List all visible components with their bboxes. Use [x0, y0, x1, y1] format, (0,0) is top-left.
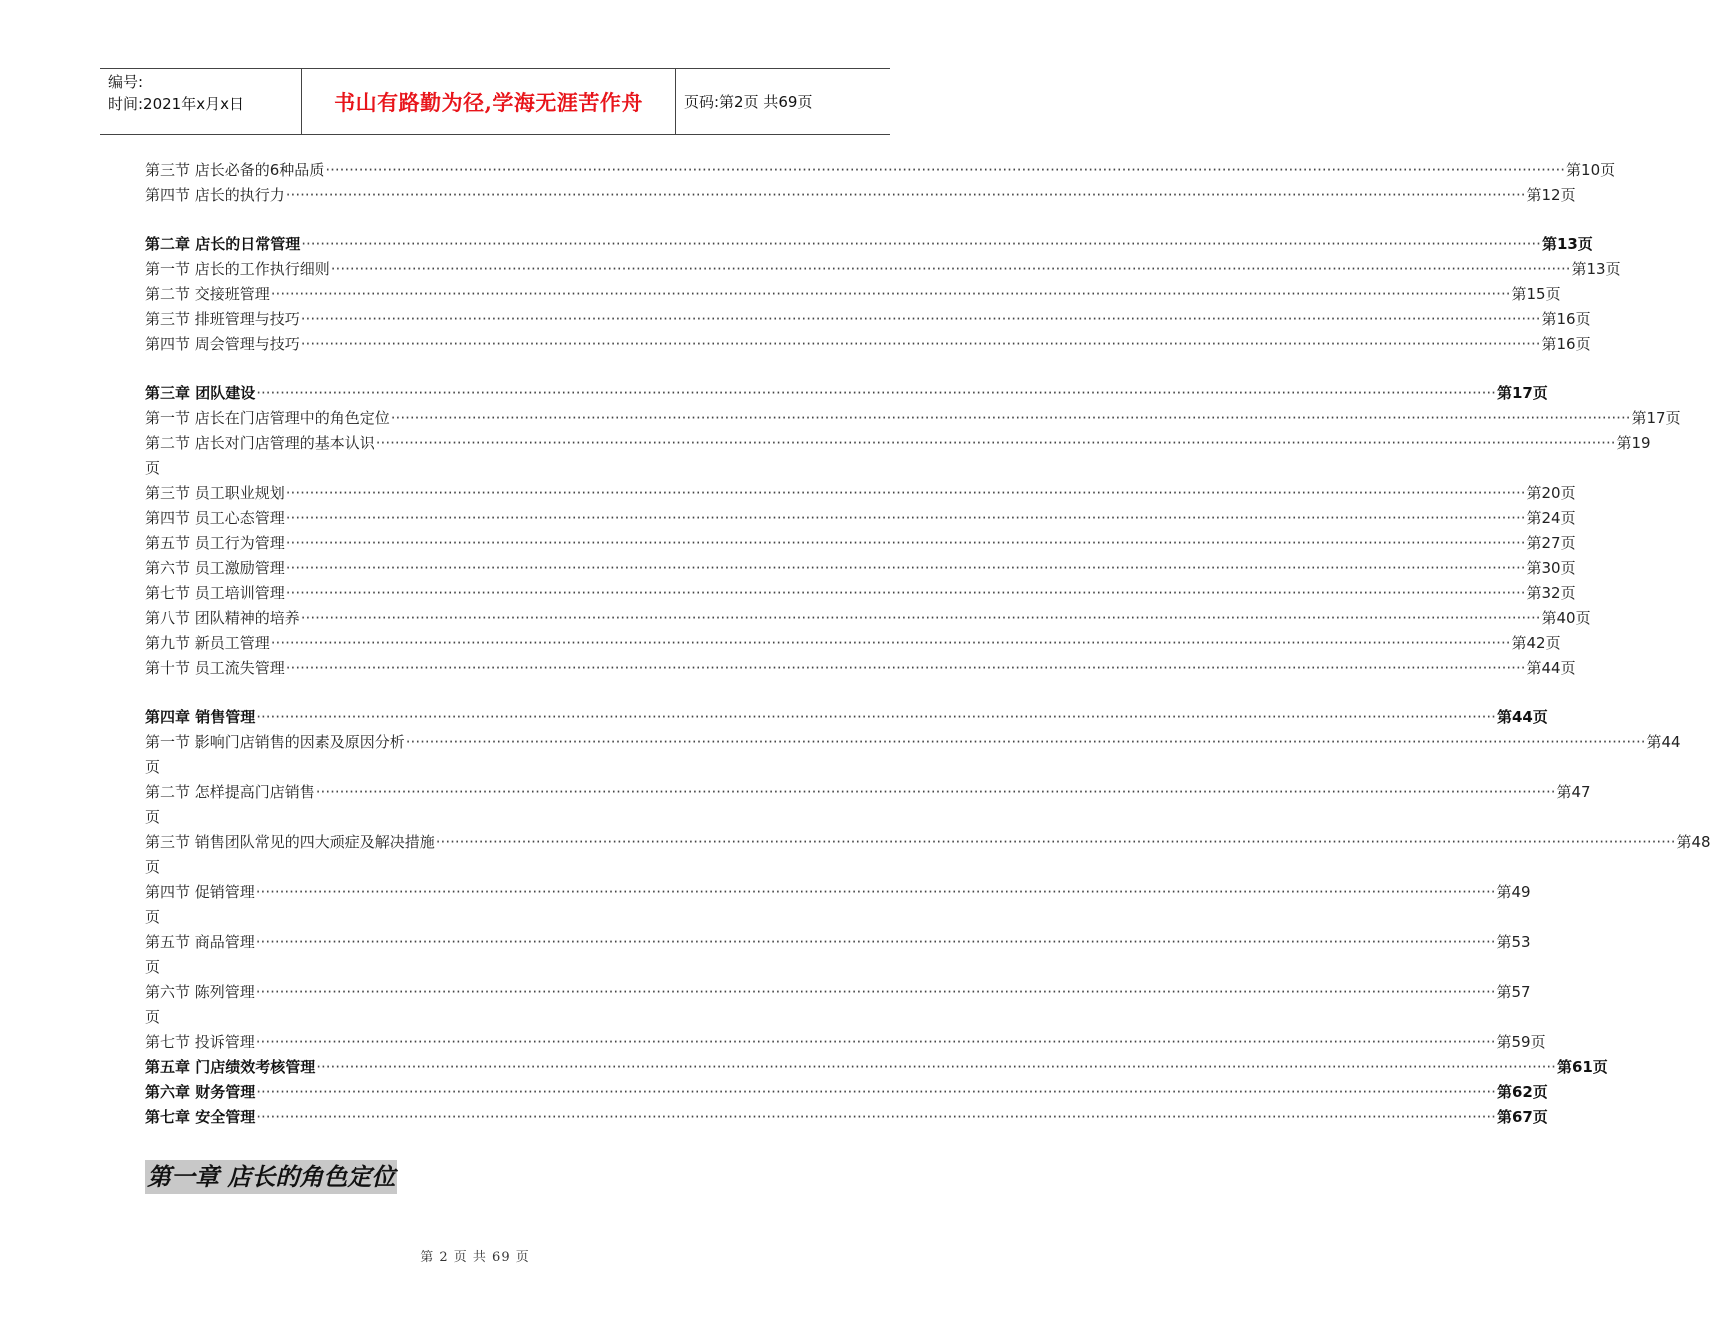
- toc-entry-page: 第20页: [1526, 484, 1576, 502]
- toc-entry-title: 第四节 店长的执行力: [145, 186, 285, 204]
- toc-entry-row: [145, 431, 1651, 456]
- toc-dot-leader: ····································································································································································································································································: [270, 634, 1511, 652]
- toc-entry[interactable]: [145, 980, 1531, 1030]
- toc-entry[interactable]: [145, 556, 1576, 581]
- toc-entry-page: 第49: [1496, 883, 1531, 901]
- toc-entry-page: 第40页: [1541, 609, 1591, 627]
- toc-dot-leader: ····································································································································································································································································: [285, 509, 1526, 527]
- toc-entry-page: 第12页: [1526, 186, 1576, 204]
- toc-entry[interactable]: [145, 581, 1576, 606]
- toc-entry-row: [145, 880, 1531, 905]
- toc-entry-page: 第59页: [1496, 1033, 1546, 1051]
- toc-entry-page: 第67页: [1496, 1108, 1548, 1126]
- toc-entry[interactable]: [145, 631, 1561, 656]
- toc-entry-page: 第47: [1556, 783, 1591, 801]
- toc-entry-page: 第57: [1496, 983, 1531, 1001]
- toc-entry-page: 第16页: [1541, 335, 1591, 353]
- toc-dot-leader: ····································································································································································································································································: [285, 484, 1526, 502]
- toc-dot-leader: ····································································································································································································································································: [256, 708, 1496, 726]
- toc-entry-row: [145, 780, 1591, 805]
- toc-entry-title: 第二章 店长的日常管理: [145, 235, 301, 253]
- toc-entry-title: 第七节 员工培训管理: [145, 584, 285, 602]
- toc-entry-page: 第16页: [1541, 310, 1591, 328]
- toc-entry-title: 第六节 陈列管理: [145, 983, 255, 1001]
- toc-dot-leader: ····································································································································································································································································: [285, 534, 1526, 552]
- toc-entry-page-tail: 页: [145, 908, 161, 926]
- toc-dot-leader: ····································································································································································································································································: [300, 310, 1541, 328]
- toc-entry-title: 第十节 员工流失管理: [145, 659, 285, 677]
- toc-entry[interactable]: [145, 232, 1593, 257]
- toc-entry[interactable]: [145, 656, 1576, 681]
- toc-entry-page: 第10页: [1566, 161, 1616, 179]
- toc-entry-row: [145, 980, 1531, 1005]
- toc-entry-page: 第53: [1496, 933, 1531, 951]
- toc-entry-page: 第30页: [1526, 559, 1576, 577]
- toc-entry[interactable]: [145, 257, 1621, 282]
- toc-dot-leader: ····································································································································································································································································: [256, 1083, 1496, 1101]
- toc-entry[interactable]: [145, 830, 1711, 880]
- toc-entry-page: 第13页: [1541, 235, 1593, 253]
- toc-entry-page: 第44页: [1526, 659, 1576, 677]
- toc-entry-title: 第三节 员工职业规划: [145, 484, 285, 502]
- chapter-heading: 第一章 店长的角色定位: [145, 1160, 397, 1194]
- page-header: [100, 68, 890, 135]
- toc-dot-leader: ····································································································································································································································································: [390, 409, 1631, 427]
- toc-dot-leader: ····································································································································································································································································: [375, 434, 1616, 452]
- toc-entry-page-tail: 页: [145, 758, 161, 776]
- toc-entry-title: 第一节 影响门店销售的因素及原因分析: [145, 733, 405, 751]
- toc-dot-leader: ····································································································································································································································································: [315, 783, 1556, 801]
- toc-entry-title: 第七章 安全管理: [145, 1108, 256, 1126]
- toc-entry-page: 第44: [1646, 733, 1681, 751]
- toc-dot-leader: ····································································································································································································································································: [300, 335, 1541, 353]
- toc-entry-row: [145, 730, 1681, 755]
- toc-entry-page-tail: 页: [145, 858, 161, 876]
- header-number: 编号:: [108, 73, 144, 91]
- toc-entry-title: 第三节 销售团队常见的四大顽症及解决措施: [145, 833, 435, 851]
- toc-entry-title: 第五节 商品管理: [145, 933, 255, 951]
- toc-entry-title: 第五章 门店绩效考核管理: [145, 1058, 316, 1076]
- toc-entry-title: 第二节 怎样提高门店销售: [145, 783, 315, 801]
- toc-dot-leader: ····································································································································································································································································: [301, 235, 1541, 253]
- toc-entry-page: 第62页: [1496, 1083, 1548, 1101]
- toc-entry-title: 第二节 店长对门店管理的基本认识: [145, 434, 375, 452]
- toc-dot-leader: ····································································································································································································································································: [285, 559, 1526, 577]
- toc-entry[interactable]: [145, 1030, 1546, 1055]
- toc-dot-leader: ····································································································································································································································································: [255, 983, 1496, 1001]
- toc-entry-page-tail: 页: [145, 808, 161, 826]
- toc-entry[interactable]: [145, 158, 1616, 183]
- toc-entry-title: 第一节 店长的工作执行细则: [145, 260, 330, 278]
- toc-entry[interactable]: [145, 381, 1548, 406]
- table-of-contents: [145, 158, 1711, 1130]
- toc-entry-title: 第四节 周会管理与技巧: [145, 335, 300, 353]
- header-time: 时间:2021年x月x日: [108, 95, 244, 113]
- toc-dot-leader: ····································································································································································································································································: [256, 1108, 1496, 1126]
- toc-entry-title: 第一节 店长在门店管理中的角色定位: [145, 409, 390, 427]
- toc-entry-page: 第48: [1676, 833, 1711, 851]
- toc-dot-leader: ····································································································································································································································································: [300, 609, 1541, 627]
- toc-entry-page: 第19: [1616, 434, 1651, 452]
- toc-entry-title: 第三节 排班管理与技巧: [145, 310, 300, 328]
- toc-entry[interactable]: [145, 531, 1576, 556]
- toc-dot-leader: ····································································································································································································································································: [285, 186, 1526, 204]
- toc-entry-title: 第六章 财务管理: [145, 1083, 256, 1101]
- toc-entry-page: 第44页: [1496, 708, 1548, 726]
- toc-entry[interactable]: [145, 1055, 1608, 1080]
- toc-entry[interactable]: [145, 332, 1591, 357]
- toc-entry[interactable]: [145, 730, 1681, 780]
- toc-entry[interactable]: [145, 705, 1548, 730]
- toc-dot-leader: ····································································································································································································································································: [285, 584, 1526, 602]
- toc-entry-title: 第六节 员工激励管理: [145, 559, 285, 577]
- toc-entry-row: [145, 930, 1531, 955]
- toc-entry-page: 第27页: [1526, 534, 1576, 552]
- toc-entry-title: 第七节 投诉管理: [145, 1033, 255, 1051]
- toc-dot-leader: ····································································································································································································································································: [255, 1033, 1496, 1051]
- toc-entry-title: 第五节 员工行为管理: [145, 534, 285, 552]
- toc-entry[interactable]: [145, 1105, 1548, 1130]
- toc-entry-title: 第四节 促销管理: [145, 883, 255, 901]
- toc-entry-page-tail: 页: [145, 459, 161, 477]
- toc-entry[interactable]: [145, 431, 1651, 481]
- toc-dot-leader: ····································································································································································································································································: [285, 659, 1526, 677]
- toc-dot-leader: ····································································································································································································································································: [325, 161, 1566, 179]
- header-motto: 书山有路勤为径,学海无涯苦作舟: [301, 69, 676, 134]
- toc-entry[interactable]: [145, 606, 1591, 631]
- toc-entry[interactable]: [145, 780, 1591, 830]
- toc-entry-title: 第四节 员工心态管理: [145, 509, 285, 527]
- toc-entry-page-tail: 页: [145, 958, 161, 976]
- toc-entry[interactable]: [145, 1080, 1548, 1105]
- toc-dot-leader: ····································································································································································································································································: [316, 1058, 1556, 1076]
- toc-dot-leader: ····································································································································································································································································: [405, 733, 1646, 751]
- toc-dot-leader: ····································································································································································································································································: [270, 285, 1511, 303]
- toc-entry[interactable]: [145, 282, 1561, 307]
- toc-entry[interactable]: [145, 880, 1531, 930]
- toc-entry[interactable]: [145, 506, 1576, 531]
- toc-entry-row: [145, 830, 1711, 855]
- toc-entry-page: 第24页: [1526, 509, 1576, 527]
- toc-entry[interactable]: [145, 481, 1576, 506]
- toc-entry-title: 第三章 团队建设: [145, 384, 256, 402]
- toc-entry-page: 第15页: [1511, 285, 1561, 303]
- toc-dot-leader: ····································································································································································································································································: [435, 833, 1676, 851]
- toc-dot-leader: ····································································································································································································································································: [330, 260, 1571, 278]
- header-page-info: 页码:第2页 共69页: [684, 93, 813, 111]
- toc-entry-page: 第32页: [1526, 584, 1576, 602]
- toc-entry[interactable]: [145, 406, 1681, 431]
- toc-entry-page-tail: 页: [145, 1008, 161, 1026]
- page-footer: 第 2 页 共 69 页: [420, 1250, 530, 1265]
- toc-entry-title: 第九节 新员工管理: [145, 634, 270, 652]
- toc-dot-leader: ····································································································································································································································································: [256, 384, 1496, 402]
- toc-entry[interactable]: [145, 307, 1591, 332]
- toc-entry[interactable]: [145, 183, 1576, 208]
- toc-entry-page: 第61页: [1556, 1058, 1608, 1076]
- toc-entry-title: 第八节 团队精神的培养: [145, 609, 300, 627]
- toc-entry-title: 第三节 店长必备的6种品质: [145, 161, 325, 179]
- toc-entry-title: 第四章 销售管理: [145, 708, 256, 726]
- toc-entry[interactable]: [145, 930, 1531, 980]
- toc-dot-leader: ····································································································································································································································································: [255, 883, 1496, 901]
- toc-dot-leader: ····································································································································································································································································: [255, 933, 1496, 951]
- toc-entry-page: 第17页: [1496, 384, 1548, 402]
- toc-entry-page: 第42页: [1511, 634, 1561, 652]
- toc-entry-page: 第13页: [1571, 260, 1621, 278]
- toc-entry-title: 第二节 交接班管理: [145, 285, 270, 303]
- toc-entry-page: 第17页: [1631, 409, 1681, 427]
- header-meta: [100, 69, 301, 134]
